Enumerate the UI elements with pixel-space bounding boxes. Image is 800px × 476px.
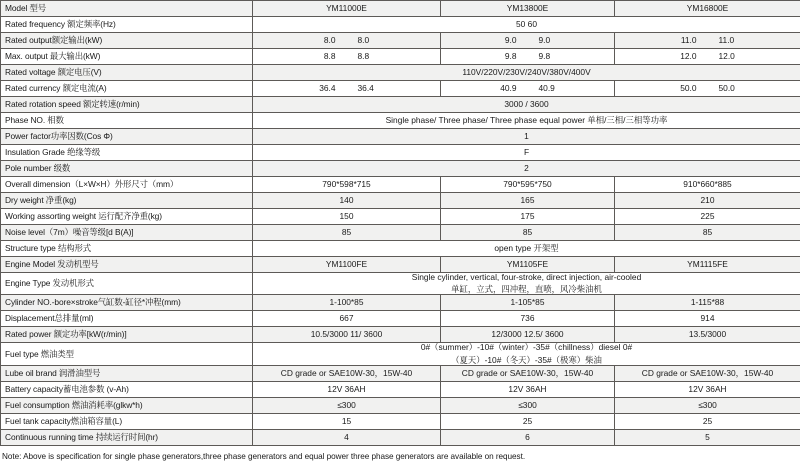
row-label: Noise level（7m）噪音等级[d B(A)] <box>1 225 253 241</box>
row-label: Rated voltage 额定电压(V) <box>1 65 253 81</box>
row-label: Working assorting weight 运行配齐净重(kg) <box>1 209 253 225</box>
row-value-part: 8.0 <box>323 34 336 45</box>
row-value-cell: CD grade or SAE10W-30，15W-40 <box>441 365 615 381</box>
table-row <box>1 257 800 273</box>
row-value-cell: 140 <box>253 193 441 209</box>
row-value-cell: ≤300 <box>615 397 800 413</box>
row-value-part: 9.8 <box>538 50 551 61</box>
row-label: Fuel consumption 燃油消耗率(glkw*h) <box>1 397 253 413</box>
table-row <box>1 129 800 145</box>
row-label: Insulation Grade 绝缘等级 <box>1 145 253 161</box>
row-value-cell: 175 <box>441 209 615 225</box>
table-row <box>1 65 800 81</box>
table-row <box>1 209 800 225</box>
table-row <box>1 295 800 311</box>
row-label: Lube oil brand 润滑油型号 <box>1 365 253 381</box>
row-value-cell <box>441 81 615 97</box>
row-value-merged: 1 <box>253 129 800 145</box>
table-row <box>1 413 800 429</box>
row-value-cell: 736 <box>441 311 615 327</box>
row-value-cell: 150 <box>253 209 441 225</box>
row-value-line-1: Single cylinder, vertical, four-stroke, direct injection, air-cooled <box>411 272 642 282</box>
row-value-cell: 210 <box>615 193 800 209</box>
row-value-cell: 225 <box>615 209 800 225</box>
row-value-part: 8.0 <box>357 34 370 45</box>
row-value-part: 8.8 <box>357 50 370 61</box>
row-value-cell: 4 <box>253 429 441 445</box>
row-label: Power factor功率因数(Cos Φ) <box>1 129 253 145</box>
row-label: Max. output 最大输出(kW) <box>1 49 253 65</box>
row-value-cell: 5 <box>615 429 800 445</box>
row-label: Overall dimension（L×W×H）外形尺寸（mm） <box>1 177 253 193</box>
row-value-part: 36.4 <box>357 82 374 93</box>
row-label: Dry weight 净重(kg) <box>1 193 253 209</box>
row-value-cell: 12V 36AH <box>253 381 441 397</box>
table-row <box>1 381 800 397</box>
row-label: Engine Type 发动机形式 <box>1 273 253 295</box>
row-value-cell <box>441 33 615 49</box>
row-value-cell: 10.5/3000 11/ 3600 <box>253 327 441 343</box>
row-value-cell: 1-100*85 <box>253 295 441 311</box>
table-row <box>1 17 800 33</box>
row-label: Fuel type 燃油类型 <box>1 343 253 365</box>
specification-table-body <box>1 1 800 446</box>
row-value-cell: 1-115*88 <box>615 295 800 311</box>
row-value-part: 50.0 <box>680 82 697 93</box>
row-value-cell: 85 <box>253 225 441 241</box>
row-label: Rated frequency 额定频率(Hz) <box>1 17 253 33</box>
table-row <box>1 161 800 177</box>
row-value-cell: CD grade or SAE10W-30，15W-40 <box>253 365 441 381</box>
table-row <box>1 365 800 381</box>
row-value-part: 40.9 <box>500 82 517 93</box>
row-value-cell: 85 <box>615 225 800 241</box>
row-value-merged: 110V/220V/230V/240V/380V/400V <box>253 65 800 81</box>
row-label: Model 型号 <box>1 1 253 17</box>
row-value-merged: 3000 / 3600 <box>253 97 800 113</box>
row-value-cell: 12V 36AH <box>615 381 800 397</box>
row-value-cell: 13.5/3000 <box>615 327 800 343</box>
table-row <box>1 97 800 113</box>
table-row <box>1 81 800 97</box>
row-value-cell: YM1105FE <box>441 257 615 273</box>
row-value-merged: F <box>253 145 800 161</box>
row-label: Rated currency 额定电流(A) <box>1 81 253 97</box>
row-value-cell <box>253 33 441 49</box>
row-value-cell: 165 <box>441 193 615 209</box>
row-value-part: 9.8 <box>504 50 517 61</box>
row-label: Rated power 额定功率[kW(r/min)] <box>1 327 253 343</box>
row-label: Battery capacity蓄电池参数 (v-Ah) <box>1 381 253 397</box>
row-value-cell: 25 <box>441 413 615 429</box>
model-header-cell: YM11000E <box>253 1 441 17</box>
table-row <box>1 49 800 65</box>
row-value-part: 11.0 <box>680 34 697 45</box>
row-value-part: 36.4 <box>319 82 336 93</box>
row-value-cell <box>253 49 441 65</box>
row-value-cell: YM1100FE <box>253 257 441 273</box>
row-label: Fuel tank capacity燃油箱容量(L) <box>1 413 253 429</box>
row-value-part: 9.0 <box>538 34 551 45</box>
row-value-part: 12.0 <box>718 50 735 61</box>
row-value-merged: 50 60 <box>253 17 800 33</box>
table-row <box>1 113 800 129</box>
row-value-part: 12.0 <box>680 50 697 61</box>
table-row <box>1 33 800 49</box>
row-value-part: 9.0 <box>504 34 517 45</box>
row-value-cell <box>253 81 441 97</box>
row-label: Continuous running time 持续运行时间(hr) <box>1 429 253 445</box>
row-value-cell: 12V 36AH <box>441 381 615 397</box>
row-value-merged <box>253 343 800 365</box>
table-row <box>1 225 800 241</box>
row-value-cell: 667 <box>253 311 441 327</box>
row-value-cell: YM1115FE <box>615 257 800 273</box>
row-value-part: 50.0 <box>718 82 735 93</box>
row-value-merged <box>253 273 800 295</box>
table-row <box>1 177 800 193</box>
table-row <box>1 241 800 257</box>
table-row <box>1 145 800 161</box>
row-label: Rated output额定输出(kW) <box>1 33 253 49</box>
table-row <box>1 327 800 343</box>
row-value-cell <box>441 49 615 65</box>
row-value-cell: ≤300 <box>441 397 615 413</box>
table-row <box>1 273 800 295</box>
row-value-cell: 6 <box>441 429 615 445</box>
row-value-cell: 15 <box>253 413 441 429</box>
row-value-cell: 910*660*885 <box>615 177 800 193</box>
row-value-cell: 25 <box>615 413 800 429</box>
row-label: Structure type 结构形式 <box>1 241 253 257</box>
row-value-cell: CD grade or SAE10W-30，15W-40 <box>615 365 800 381</box>
row-value-line-2: 单缸，立式，四冲程，直喷，风冷柴油机 <box>451 284 602 295</box>
table-row <box>1 311 800 327</box>
row-label: Rated rotation speed 额定转速(r/min) <box>1 97 253 113</box>
row-label: Phase NO. 相数 <box>1 113 253 129</box>
row-label: Displacement总排量(ml) <box>1 311 253 327</box>
row-value-cell: 914 <box>615 311 800 327</box>
row-value-merged: Single phase/ Three phase/ Three phase equal power 单相/三相/三相等功率 <box>253 113 800 129</box>
table-row <box>1 193 800 209</box>
table-row <box>1 1 800 17</box>
row-value-cell <box>615 81 800 97</box>
table-note: Note: Above is specification for single phase generators,three phase generators and equal power three phase generators are available on request. <box>2 451 526 461</box>
model-header-cell: YM13800E <box>441 1 615 17</box>
row-value-cell: 85 <box>441 225 615 241</box>
row-value-line-2: （夏天）-10#（冬天）-35#（极寒）柴油 <box>451 354 602 365</box>
row-value-cell: 1-105*85 <box>441 295 615 311</box>
row-value-part: 40.9 <box>538 82 555 93</box>
row-value-part: 11.0 <box>718 34 735 45</box>
row-value-line-1: 0#（summer）-10#（winter）-35#（chillness）diesel 0# <box>420 342 633 353</box>
row-value-cell <box>615 33 800 49</box>
row-value-cell: 12/3000 12.5/ 3600 <box>441 327 615 343</box>
row-value-merged: open type 开架型 <box>253 241 800 257</box>
model-header-cell: YM16800E <box>615 1 800 17</box>
row-value-cell: 790*598*715 <box>253 177 441 193</box>
row-label: Engine Model 发动机型号 <box>1 257 253 273</box>
row-value-merged: 2 <box>253 161 800 177</box>
row-value-cell: ≤300 <box>253 397 441 413</box>
table-row <box>1 397 800 413</box>
row-label: Cylinder NO.-bore×stroke气缸数-缸径*冲程(mm) <box>1 295 253 311</box>
table-row <box>1 429 800 445</box>
row-value-cell: 790*595*750 <box>441 177 615 193</box>
row-value-cell <box>615 49 800 65</box>
table-row <box>1 343 800 365</box>
row-label: Pole number 级数 <box>1 161 253 177</box>
row-value-part: 8.8 <box>323 50 336 61</box>
